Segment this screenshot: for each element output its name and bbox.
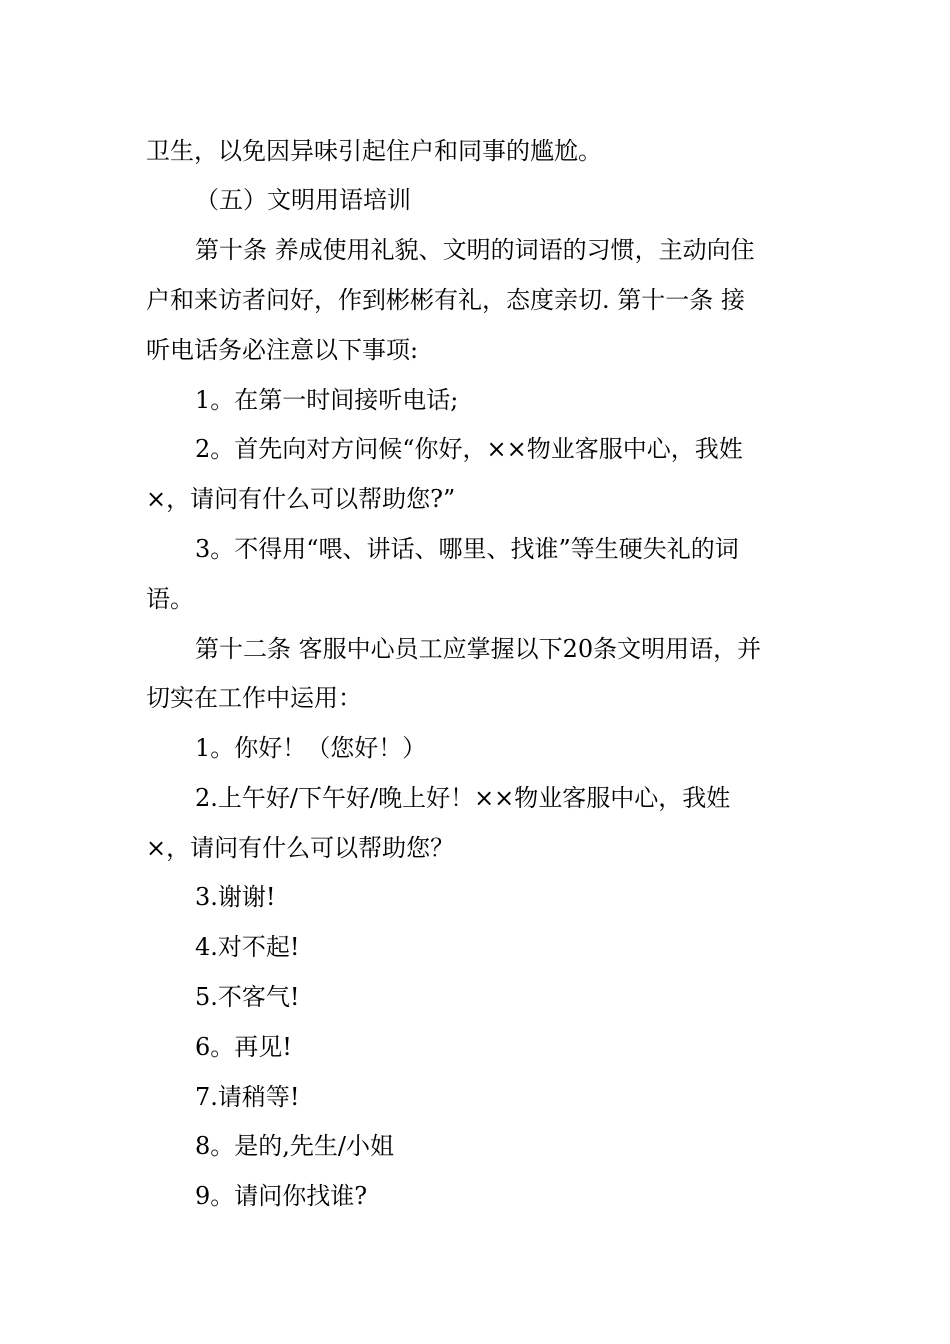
list-item: 4.对不起! — [195, 933, 300, 961]
list-item: 9。请问你找谁? — [195, 1182, 368, 1210]
text-line: ×，请问有什么可以帮助您？ — [146, 834, 455, 862]
text-line: 听电话务必注意以下事项: — [146, 336, 419, 364]
text-line: 户和来访者问好，作到彬彬有礼，态度亲切. 第十一条 接 — [146, 286, 745, 314]
list-item: 2。首先向对方问候“你好，××物业客服中心，我姓 — [195, 435, 743, 463]
list-item: 1。在第一时间接听电话; — [195, 386, 459, 414]
text-line: 卫生，以免因异味引起住户和同事的尴尬。 — [146, 137, 602, 165]
text-line: 第十条 养成使用礼貌、文明的词语的习惯，主动向住 — [195, 236, 755, 264]
text-line: 语。 — [146, 585, 194, 613]
list-item: 8。是的,先生/小姐 — [195, 1132, 394, 1160]
section-heading: （五）文明用语培训 — [195, 186, 411, 214]
list-item: 5.不客气! — [195, 983, 300, 1011]
list-item: 6。再见! — [195, 1033, 292, 1061]
list-item: 3.谢谢! — [195, 883, 276, 911]
text-line: 切实在工作中运用： — [146, 684, 362, 712]
list-item: 2.上午好/下午好/晚上好！××物业客服中心，我姓 — [195, 784, 731, 812]
text-line: 第十二条 客服中心员工应掌握以下20条文明用语，并 — [195, 635, 762, 663]
list-item: 7.请稍等! — [195, 1083, 300, 1111]
text-line: ×，请问有什么可以帮助您?” — [146, 485, 456, 513]
list-item: 3。不得用“喂、讲话、哪里、找谁”等生硬失礼的词 — [195, 535, 739, 563]
list-item: 1。你好！（您好！） — [195, 734, 427, 762]
